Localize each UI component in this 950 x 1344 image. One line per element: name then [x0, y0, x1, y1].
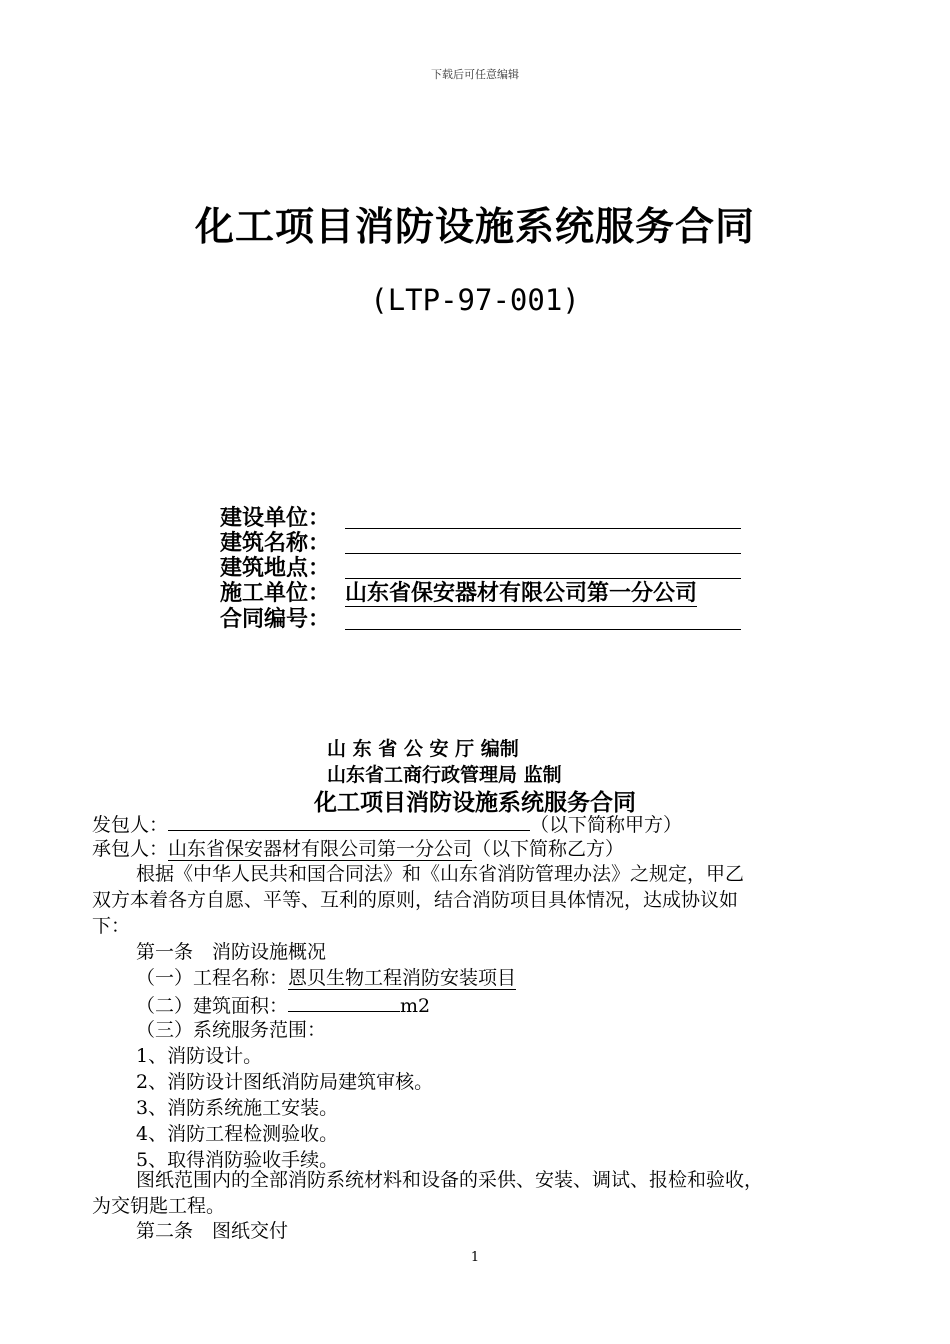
- area-line: [136, 991, 430, 1019]
- contractor-suffix: （以下简称乙方）: [472, 838, 625, 860]
- contractor-value: 山东省保安器材有限公司第一分公司: [168, 838, 473, 860]
- contractor-label: 承包人：: [92, 838, 169, 860]
- project-label: （一）工程名称：: [136, 967, 289, 989]
- field-build-unit: [220, 506, 741, 532]
- field-label: 施工单位：: [220, 581, 331, 606]
- preamble-line-3: 下：: [92, 915, 131, 937]
- page-title: 化工项目消防设施系统服务合同: [194, 205, 755, 250]
- project-name-line: [136, 965, 516, 991]
- scope-item: 5、取得消防验收手续。: [136, 1149, 339, 1171]
- contractor-line: [92, 836, 624, 862]
- article-1-heading: 第一条 消防设施概况: [136, 941, 327, 963]
- employer-label: 发包人：: [92, 814, 169, 836]
- scope-item: 2、消防设计图纸消防局建筑审核。: [136, 1071, 434, 1093]
- field-construction-unit: [220, 581, 697, 607]
- area-blank: [288, 991, 400, 1012]
- field-label: 建筑名称：: [220, 531, 331, 556]
- scope-label: （三）系统服务范围：: [136, 1019, 327, 1041]
- field-blank: [345, 556, 741, 579]
- contract-title: 化工项目消防设施系统服务合同: [314, 790, 636, 816]
- scope-item: 3、消防系统施工安装。: [136, 1097, 339, 1119]
- project-value: 恩贝生物工程消防安装项目: [288, 967, 517, 989]
- field-blank: [345, 506, 741, 529]
- header-note: 下载后可任意编辑: [431, 68, 519, 81]
- field-blank: [345, 607, 741, 630]
- field-contract-no: [220, 607, 741, 633]
- preamble-line-1: 根据《中华人民共和国合同法》和《山东省消防管理办法》之规定，甲乙: [136, 863, 745, 885]
- scope-summary-line-1: 图纸范围内的全部消防系统材料和设备的采供、安装、调试、报检和验收，: [136, 1169, 764, 1191]
- employer-blank: [168, 810, 530, 831]
- field-label: 合同编号：: [220, 607, 331, 632]
- employer-suffix: （以下简称甲方）: [530, 814, 683, 836]
- area-label: （二）建筑面积：: [136, 995, 289, 1017]
- org-supervisor: 山东省工商行政管理局 监制: [327, 764, 562, 786]
- field-building-name: [220, 531, 741, 557]
- article-2-heading: 第二条 图纸交付: [136, 1220, 289, 1242]
- scope-summary-line-2: 为交钥匙工程。: [92, 1195, 226, 1217]
- org-compiler: 山 东 省 公 安 厅 编制: [327, 738, 519, 760]
- field-value: 山东省保安器材有限公司第一分公司: [345, 581, 698, 606]
- field-label: 建筑地点：: [220, 556, 331, 581]
- scope-item: 1、消防设计。: [136, 1045, 263, 1067]
- field-blank: [345, 531, 741, 554]
- field-label: 建设单位：: [220, 506, 331, 531]
- preamble-line-2: 双方本着各方自愿、平等、互利的原则，结合消防项目具体情况，达成协议如: [92, 889, 739, 911]
- area-unit: m2: [400, 995, 431, 1017]
- scope-item: 4、消防工程检测验收。: [136, 1123, 339, 1145]
- field-building-location: [220, 556, 741, 582]
- contract-code: (LTP-97-001): [370, 283, 580, 317]
- employer-line: [92, 810, 682, 838]
- page-number: 1: [470, 1250, 480, 1265]
